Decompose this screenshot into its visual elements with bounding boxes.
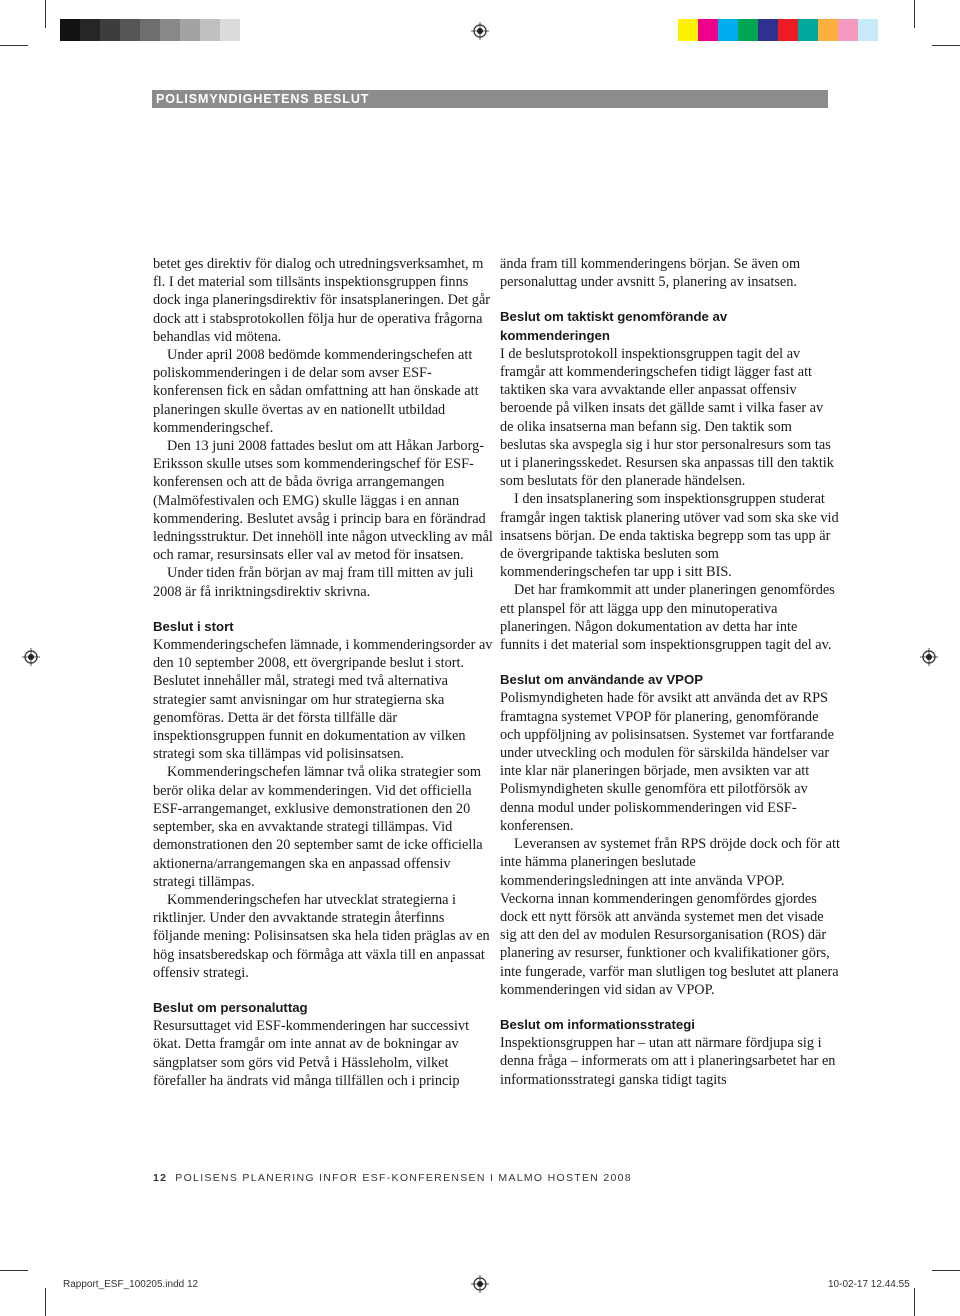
gray-swatch-bar [60,19,240,41]
color-swatch [180,19,200,41]
paragraph: I de beslutsprotokoll inspektionsgruppen tagit del av framgår att kommenderingschefen tidigt lägger fast att taktiken ska vara avvaktande eller anpassat offensiv beroende på vilken insats det gällde samt i vilka faser av de olika insatserna man befann sig. Den taktik som beslutas ska avspegla sig i hur stor personalresurs som tas ut i planeringsskedet. Resursen ska anpassas till den taktik som beslutats för den planerade händelsen. [500,345,834,490]
color-swatch [60,19,80,41]
paragraph: Kommenderingschefen lämnade, i kommenderingsorder av den 10 september 2008, ett övergripande beslut i stort. Beslutet innehåller mål, strategi med två alternativa strategier samt anvisningar om hur strategierna ska genomföras. Detta är det första tillfälle där inspektionsgruppen funnit en dokumentation av vilken strategi som ska tillämpas vid polisinsatsen. [153,637,493,763]
crop-mark [914,1288,915,1316]
slug-filename: Rapport_ESF_100205.indd 12 [63,1279,199,1290]
paragraph: Polismyndigheten hade för avsikt att använda det av RPS framtagna systemet VPOP för planering, genomförande och uppföljning av polisinsatsen. Systemet var fortfarande under utveckling och modulen för särskilda händelser var inte klar när planeringen började, men avsikten var att Polismyndigheten skulle genomföra ett pilotförsök av denna modul under poliskommenderingen vid ESF-konferensen. [500,690,834,834]
color-swatch [140,19,160,41]
crop-mark [932,45,960,46]
color-swatch [758,19,778,41]
paragraph: Under tiden från början av maj fram till mitten av juli 2008 är få inriktningsdirektiv skrivna. [153,565,474,600]
crop-mark [0,45,28,46]
color-swatch [858,19,878,41]
paragraph: Under april 2008 bedömde kommenderingschefen att poliskommenderingen i de delar som avser ESF-konferensen fick en sådan omfattning att han önskade att planeringen skulle övertas av en nationellt utbildad kommenderingschef. [153,347,479,436]
paragraph: Resursuttaget vid ESF-kommenderingen har successivt ökat. Detta framgår om inte annat av de bokningar av sängplatser som görs vid Petvå i Hässleholm, vilket förefaller ha ändrats vid många tillfällen och i princip [153,1018,470,1089]
page-number: 12 [153,1172,168,1184]
section-heading: Beslut om taktiskt genomförande av kommenderingen [500,309,728,343]
paragraph: Leveransen av systemet från RPS dröjde dock och för att inte hämma planeringen beslutade kommenderingsledningen att inte använda VPOP. Veckorna innan kommenderingen genomfördes gjordes dock ett nytt försök att använda systemet men det visade sig att den del av modulen Resursorganisation (ROS) där planering av resurser, funktioner och kvalifikationer görs, inte fungerade, varför man slutligen tog beslutet att planera kommenderingen vid sidan av VPOP. [500,836,840,998]
paragraph: ända fram till kommenderingens början. Se även om personaluttag under avsnitt 5, planering av insatsen. [500,256,801,291]
right-column [500,255,840,1089]
crop-mark [45,1288,46,1316]
color-swatch [838,19,858,41]
crop-mark [914,0,915,28]
color-swatch [200,19,220,41]
color-swatch [220,19,240,41]
registration-mark-icon [471,1275,489,1293]
paragraph: Inspektionsgruppen har – utan att närmare fördjupa sig i denna fråga – informerats om att i planeringsarbetet har en informationsstrategi ganska tidigt tagits [500,1035,836,1088]
left-column [153,255,493,1090]
section-header: POLISMYNDIGHETENS BESLUT [152,90,828,108]
color-swatch [798,19,818,41]
section-heading: Beslut i stort [153,618,234,634]
registration-mark-icon [22,648,40,666]
color-swatch [738,19,758,41]
color-swatch [818,19,838,41]
paragraph: Kommenderingschefen lämnar två olika strategier som berör olika delar av kommenderingen. Vid det officiella ESF-arrangemanget, exklusive demonstrationen den 20 september, ska en avvaktande strategi tillämpas. Vid demonstrationen den 20 september samt de icke officiella aktionerna/arrangemangen ska en anpassad offensiv strategi tillämpas. [153,764,483,890]
slug-timestamp: 10-02-17 12.44.55 [828,1279,910,1290]
color-swatch [778,19,798,41]
registration-mark-icon [471,22,489,40]
running-title: POLISENS PLANERING INFOR ESF-KONFERENSEN I MALMO HOSTEN 2008 [175,1172,632,1184]
crop-mark [932,1270,960,1271]
color-swatch [100,19,120,41]
paragraph: Kommenderingschefen har utvecklat strategierna i riktlinjer. Under den avvaktande strategin återfinns följande mening: Polisinsatsen ska hela tiden präglas av en hög insatsberedskap och förmåga att växla till en anpassat offensiv strategi. [153,891,490,981]
section-heading: Beslut om informationsstrategi [500,1016,695,1032]
registration-mark-icon [920,648,938,666]
color-swatch [80,19,100,41]
color-swatch [678,19,698,41]
color-swatch [160,19,180,41]
paragraph: betet ges direktiv för dialog och utredningsverksamhet, m fl. I det material som tillsänts inspektionsgruppen finns dock inga planeringsdirektiv för insatsplaneringen. Det går dock att i stabsprotokollen följa hur de operativa frågorna behandlas vid mötena. [153,256,491,345]
section-heading: Beslut om personaluttag [153,999,308,1015]
color-swatch-bar [678,19,878,41]
color-swatch [120,19,140,41]
section-heading: Beslut om användande av VPOP [500,672,704,688]
paragraph: I den insatsplanering som inspektionsgruppen studerat framgår ingen taktisk planering utöver vad som ska ske vid insatsens början. De enda taktiska begrepp som tas upp är de övergripande taktiska besluten som kommenderingschefen tar upp i sitt BIS. [500,491,839,581]
paragraph: Det har framkommit att under planeringen genomfördes ett planspel för att lägga upp den minutoperativa planeringen. Någon dokumentation av detta har inte funnits i det material som inspektionsgruppen tagit del av. [500,582,835,654]
crop-mark [45,0,46,28]
page-footer [153,1172,632,1184]
crop-mark [0,1270,28,1271]
paragraph: Den 13 juni 2008 fattades beslut om att Håkan Jarborg-Eriksson skulle utses som kommenderingschef för ESF-konferensen och att de båda övriga arrangemangen (Malmöfestivalen och EMG) skulle läggas i en annan kommendering. Beslutet avsåg i princip bara en förändrad ledningsstruktur. Det innehöll inte någon utveckling av mål och ramar, resursinsats eller val av metod för insatsen. [153,438,493,564]
color-swatch [718,19,738,41]
color-swatch [698,19,718,41]
